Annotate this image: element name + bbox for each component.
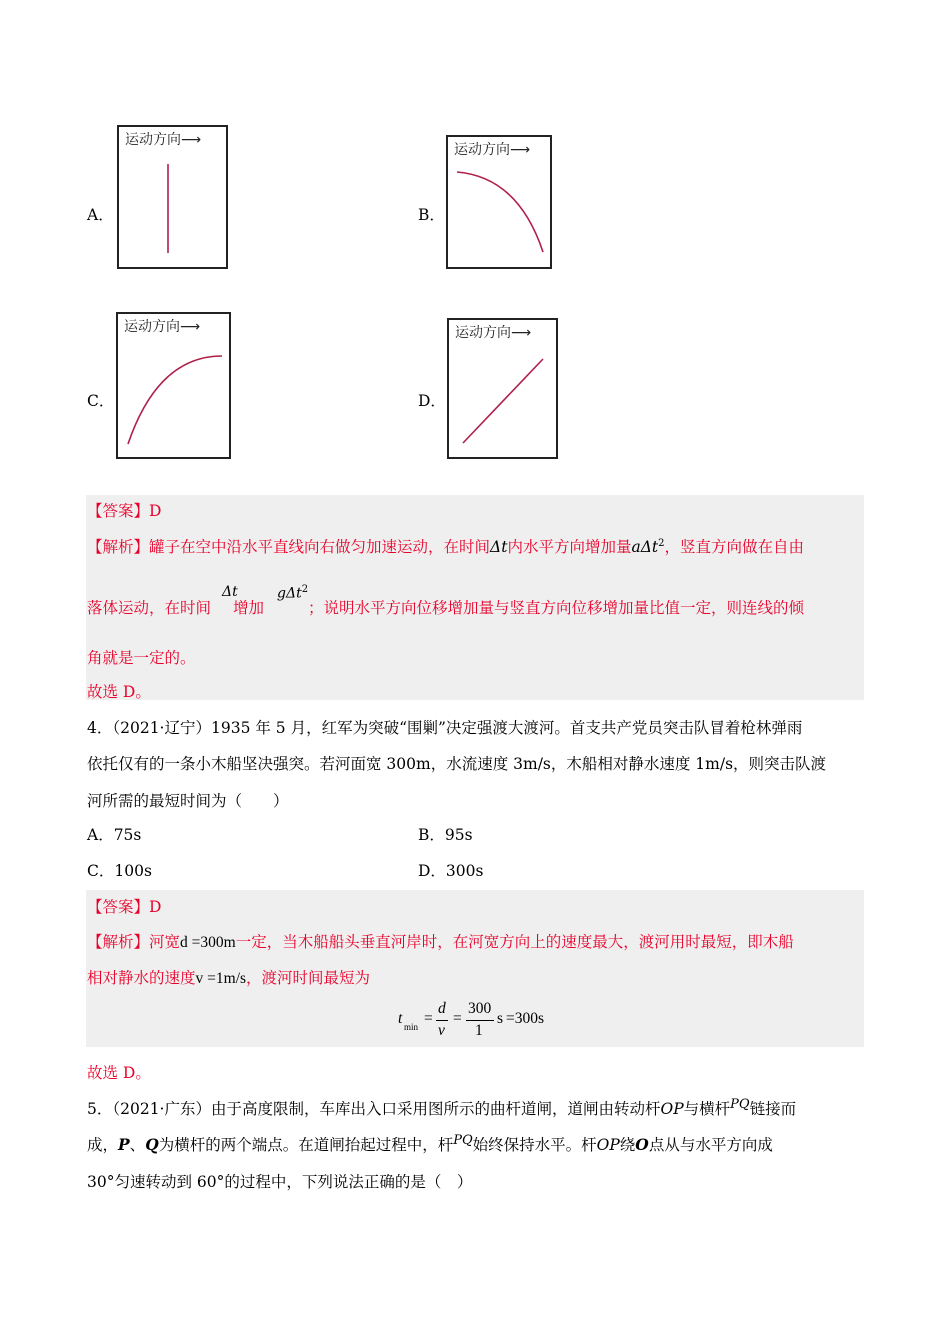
arrow-right-icon: ⟶	[510, 142, 531, 158]
q4-stem-line-2: 依托仅有的一条小木船坚决强突。若河面宽 300m，水流速度 3m/s，木船相对静水速度 1m/s，则突击队渡	[87, 755, 827, 773]
q4-option-a: A．75s	[87, 826, 142, 844]
q5-stem-line-3: 30°匀速转动到 60°的过程中，下列说法正确的是（ ）	[87, 1173, 473, 1191]
trajectory-vertical-line	[119, 127, 230, 271]
arrow-right-icon: ⟶	[181, 132, 202, 148]
figure-caption: 运动方向⟶	[455, 325, 532, 341]
figure-caption: 运动方向⟶	[124, 319, 201, 335]
q4-analysis-line-2: 相对静水的速度v =1m/s，渡河时间最短为	[87, 969, 371, 987]
option-a-label: A．	[87, 206, 114, 224]
q3-answer: 【答案】D	[87, 502, 162, 520]
option-b-label: B．	[418, 206, 445, 224]
option-c-label: C．	[87, 392, 115, 410]
q4-option-d: D．300s	[418, 862, 484, 880]
q4-answer: 【答案】D	[87, 898, 162, 916]
arrow-right-icon: ⟶	[511, 325, 532, 341]
q3-analysis-line-2: 落体运动，在时间 增加 ；说明水平方向位移增加量与竖直方向位移增加量比值一定，则连线的倾	[87, 599, 805, 617]
option-d-label: D．	[418, 392, 446, 410]
option-a-figure	[117, 125, 228, 269]
trajectory-upward-curve	[118, 314, 233, 461]
option-c-figure	[116, 312, 231, 459]
q3-analysis-line-1: 【解析】罐子在空中沿水平直线向右做匀加速运动，在时间Δt内水平方向增加量aΔt$^2$，竖直方向做在自由	[87, 537, 805, 556]
q4-formula: t min = d v = 300 1 s =300s	[398, 1000, 545, 1039]
q4-stem-line-1: 4．（2021·辽宁）1935 年 5 月，红军为突破“围剿”决定强渡大渡河。首支共产党员突击队冒着枪林弹雨	[87, 719, 803, 737]
option-d-figure	[447, 318, 558, 459]
q4-option-b: B．95s	[418, 826, 473, 844]
q5-stem-line-2: 成，P、Q为横杆的两个端点。在道闸抬起过程中，杆$^{PQ}$始终保持水平。杆OP绕O点从与水平方向成	[87, 1133, 773, 1154]
figure-caption: 运动方向⟶	[454, 142, 531, 158]
q3-analysis-line-3: 角就是一定的。	[87, 649, 196, 667]
figure-caption: 运动方向⟶	[125, 132, 202, 148]
q3-choose: 故选 D。	[87, 683, 151, 701]
q4-option-c: C．100s	[87, 862, 152, 880]
option-b-figure	[446, 135, 552, 269]
q4-choose: 故选 D。	[87, 1064, 151, 1082]
q4-analysis-line-1: 【解析】河宽d =300m一定，当木船船头垂直河岸时，在河宽方向上的速度最大，渡河用时最短，即木船	[87, 933, 794, 951]
trajectory-downward-curve	[448, 137, 554, 271]
q5-stem-line-1: 5．（2021·广东）由于高度限制，车库出入口采用图所示的曲杆道闸，道闸由转动杆OP与横杆$^{PQ}$链接而	[87, 1097, 797, 1118]
trajectory-straight-diagonal	[449, 320, 560, 461]
arrow-right-icon: ⟶	[180, 319, 201, 335]
q4-stem-line-3: 河所需的最短时间为（ ）	[87, 792, 289, 810]
